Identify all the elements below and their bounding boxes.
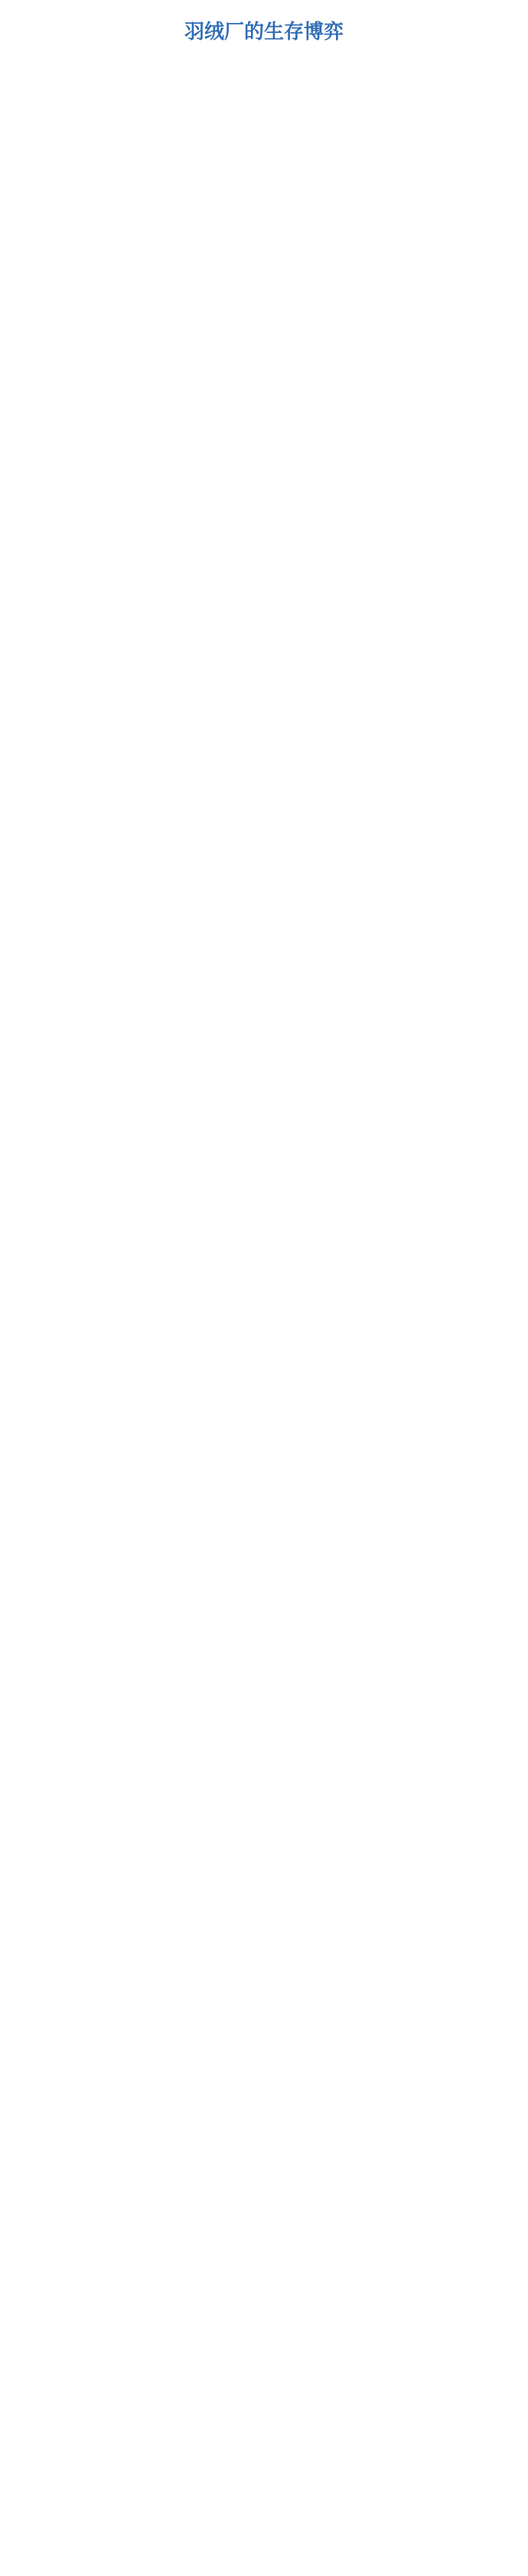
article-title: 羽绒厂的生存博弈 xyxy=(184,21,344,44)
